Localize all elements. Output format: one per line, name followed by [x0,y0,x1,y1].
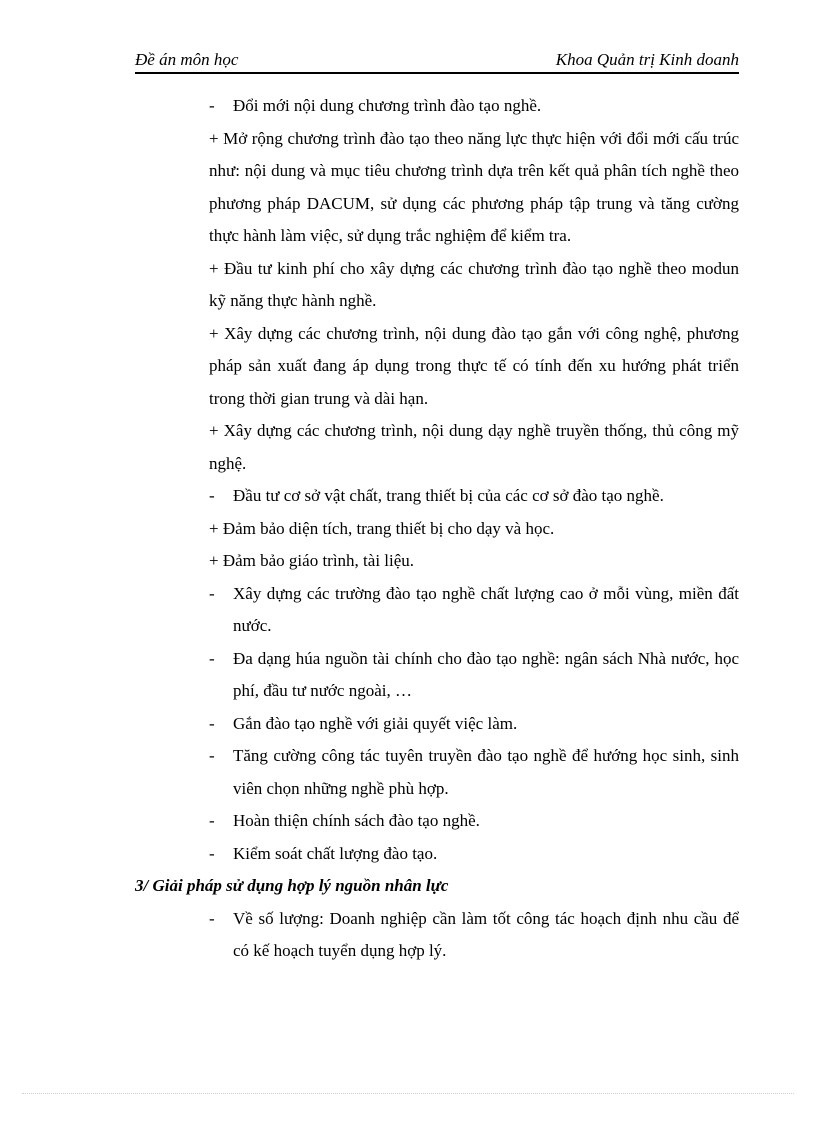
bullet-item [135,903,739,968]
section-heading: 3/ Giải pháp sử dụng hợp lý nguồn nhân lực [135,876,449,895]
bullet-text: Gắn đào tạo nghề với giải quyết việc làm. [233,713,518,733]
dash-marker: - [209,648,215,668]
dash-marker: - [209,746,215,765]
page-header [135,50,739,74]
bullet-text: Hoàn thiện chính sách đào tạo nghề. [233,811,480,830]
header-course-title: Đề án môn học [135,50,239,69]
bullet-item [135,740,739,805]
plus-paragraph: + Đảm bảo giáo trình, tài liệu. [209,551,415,570]
bullet-item [135,643,739,708]
dash-marker: - [209,811,215,830]
bullet-text: Xây dựng các trường đào tạo nghề chất lượng cao ở mỗi vùng, miền đất nước. [233,583,739,635]
header-faculty-name: Khoa Quản trị Kinh doanh [555,50,739,69]
plus-paragraph: + Xây dựng các chương trình, nội dung đào tạo gắn với công nghệ, phương pháp sản xuất đang áp dụng trong thực tế có tính đến xu hướng phát triển trong thời gian trung và dài hạn. [209,323,739,408]
bullet-text: Đa dạng húa nguồn tài chính cho đào tạo nghề: ngân sách Nhà nước, học phí, đầu tư nước ngoài, … [233,648,739,700]
bullet-item [135,578,739,643]
dash-marker: - [209,908,215,928]
bullet-item [135,708,739,741]
dash-marker: - [209,96,215,115]
dash-marker: - [209,583,215,603]
bullet-item [135,90,739,123]
plus-paragraph: + Đảm bảo diện tích, trang thiết bị cho dạy và học. [209,518,555,538]
bullet-text: Tăng cường công tác tuyên truyền đào tạo nghề để hướng học sinh, sinh viên chọn những nghề phù hợp. [233,746,739,798]
page-bottom-divider [22,1093,794,1094]
document-body [135,90,739,968]
dash-marker: - [209,713,215,733]
plus-paragraph: + Xây dựng các chương trình, nội dung dạy nghề truyền thống, thủ công mỹ nghệ. [209,421,739,473]
bullet-item [135,838,739,871]
bullet-text: Đổi mới nội dung chương trình đào tạo nghề. [233,96,542,115]
bullet-item [135,480,739,513]
plus-paragraph: + Mở rộng chương trình đào tạo theo năng lực thực hiện với đổi mới cấu trúc như: nội dung và mục tiêu chương trình dựa trên kết quả phân tích nghề theo phương pháp DACUM, sử dụng các phương pháp tập trung và tăng cường thực hành làm việc, sử dụng trắc nghiệm để kiểm tra. [209,128,739,245]
dash-marker: - [209,486,215,505]
bullet-text: Kiểm soát chất lượng đào tạo. [233,843,438,863]
plus-paragraph: + Đầu tư kinh phí cho xây dựng các chương trình đào tạo nghề theo modun kỹ năng thực hành nghề. [209,258,739,310]
bullet-text: Đầu tư cơ sở vật chất, trang thiết bị của các cơ sở đào tạo nghề. [233,486,664,505]
dash-marker: - [209,843,215,863]
bullet-item [135,805,739,838]
bullet-text: Về số lượng: Doanh nghiệp cần làm tốt công tác hoạch định nhu cầu để có kế hoạch tuyển dụng hợp lý. [233,908,739,960]
